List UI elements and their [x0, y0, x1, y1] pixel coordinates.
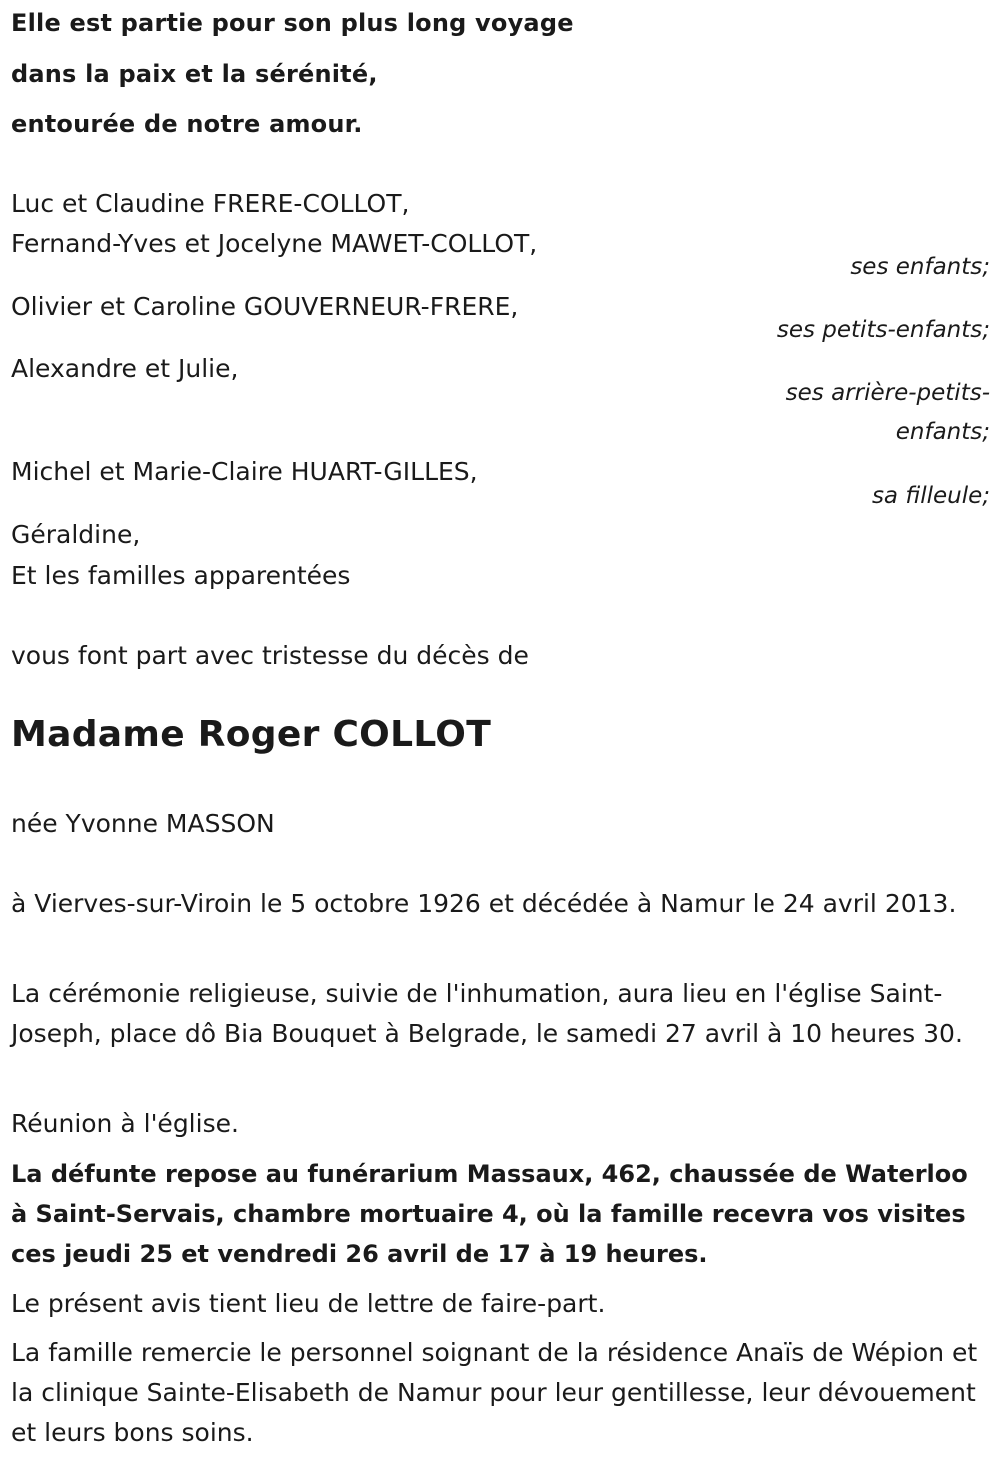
role-children: ses enfants;: [850, 254, 990, 280]
funeral-home-text: La défunte repose au funérarium Massaux, 462, chaussée de Waterloo à Saint-Servais, chambre mortuaire 4, où la famille recevra vos visites ces jeudi 25 et vendredi 26 avril de 17 à 19 heures.: [11, 1160, 968, 1268]
notice-text: Le présent avis tient lieu de lettre de faire-part.: [11, 1289, 606, 1318]
family-children-1: Luc et Claudine FRERE-COLLOT,: [11, 189, 410, 218]
family-grandchildren: Olivier et Caroline GOUVERNEUR-FRERE,: [11, 292, 519, 321]
ceremony-text: La cérémonie religieuse, suivie de l'inhumation, aura lieu en l'église Saint-Joseph, place dô Bia Bouquet à Belgrade, le samedi 27 avril à 10 heures 30.: [11, 979, 963, 1048]
birth-death-text: à Vierves-sur-Viroin le 5 octobre 1926 et décédée à Namur le 24 avril 2013.: [11, 889, 957, 918]
family-great-grandchildren: Alexandre et Julie,: [11, 354, 239, 383]
intro-line-3: entourée de notre amour.: [11, 110, 363, 138]
deceased-born-name: née Yvonne MASSON: [11, 809, 275, 838]
role-grandchildren: ses petits-enfants;: [776, 317, 990, 343]
family-other-2: Et les familles apparentées: [11, 561, 351, 590]
family-children-2: Fernand-Yves et Jocelyne MAWET-COLLOT,: [11, 229, 538, 258]
family-other-1: Géraldine,: [11, 520, 141, 549]
thanks-text: La famille remercie le personnel soignant de la résidence Anaïs de Wépion et la clinique Sainte-Elisabeth de Namur pour leur gentillesse, leur dévouement et leurs bons soins.: [11, 1338, 978, 1447]
deceased-name: Madame Roger COLLOT: [11, 714, 492, 755]
role-great-grandchildren-2: enfants;: [895, 419, 990, 445]
announcement-text: vous font part avec tristesse du décès de: [11, 641, 529, 670]
role-great-grandchildren-1: ses arrière-petits-: [785, 380, 990, 406]
reunion-text: Réunion à l'église.: [11, 1109, 239, 1138]
role-goddaughter: sa filleule;: [871, 483, 990, 509]
intro-line-1: Elle est partie pour son plus long voyage: [11, 9, 574, 37]
intro-line-2: dans la paix et la sérénité,: [11, 60, 378, 88]
family-goddaughter: Michel et Marie-Claire HUART-GILLES,: [11, 457, 478, 486]
